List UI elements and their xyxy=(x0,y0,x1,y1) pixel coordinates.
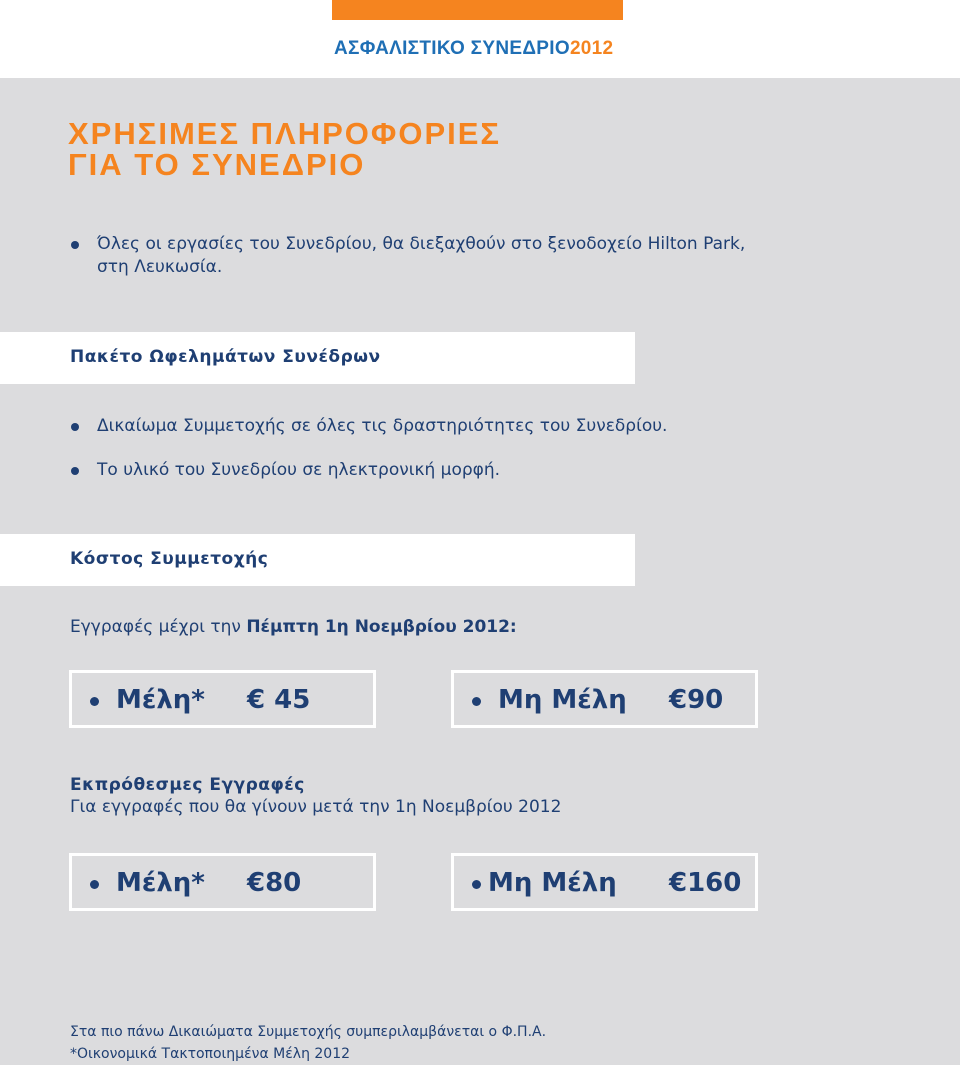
price-label: Μη Μέλη xyxy=(498,685,627,715)
cost-heading-band xyxy=(0,534,635,586)
bullet-icon xyxy=(71,241,79,249)
venue-line-2: στη Λευκωσία. xyxy=(97,257,223,277)
price-label: Μέλη* xyxy=(116,685,205,715)
price-box-nonmembers-late xyxy=(451,853,758,911)
price-label: Μη Μέλη xyxy=(488,868,617,898)
early-date: Πέμπτη 1η Νοεμβρίου 2012: xyxy=(246,617,517,637)
venue-line-1: Όλες οι εργασίες του Συνεδρίου, θα διεξαχθούν στο ξενοδοχείο Hilton Park, xyxy=(97,234,746,254)
bullet-icon xyxy=(71,423,79,431)
bullet-icon xyxy=(472,697,481,706)
members-note: *Οικονομικά Τακτοποιημένα Μέλη 2012 xyxy=(70,1046,351,1062)
benefit-item xyxy=(97,415,667,438)
cost-heading: Κόστος Συμμετοχής xyxy=(70,549,269,569)
benefit-item-text: Το υλικό του Συνεδρίου σε ηλεκτρονική μορφή. xyxy=(97,460,501,480)
vat-note: Στα πιο πάνω Δικαιώματα Συμμετοχής συμπεριλαμβάνεται ο Φ.Π.Α. xyxy=(70,1024,547,1040)
title-line-1: ΧΡΗΣΙΜΕΣ ΠΛΗΡΟΦΟΡΙΕΣ xyxy=(68,116,502,151)
price-box-nonmembers-early xyxy=(451,670,758,728)
benefits-heading: Πακέτο Ωφελημάτων Συνέδρων xyxy=(70,347,381,367)
price-value: €80 xyxy=(247,868,302,898)
bullet-icon xyxy=(90,697,99,706)
brand-main-text: ΑΣΦΑΛΙΣΤΙΚΟ ΣΥΝΕΔΡΙΟ xyxy=(334,38,570,59)
bullet-icon xyxy=(90,880,99,889)
title-line-2: ΓΙΑ ΤΟ ΣΥΝΕΔΡΙΟ xyxy=(68,147,366,182)
brand-logo xyxy=(334,38,613,60)
benefits-heading-band xyxy=(0,332,635,384)
early-prefix: Εγγραφές μέχρι την xyxy=(70,617,247,637)
early-registration-line xyxy=(70,617,517,637)
bullet-icon xyxy=(472,880,481,889)
benefit-item-text: Δικαίωμα Συμμετοχής σε όλες τις δραστηριότητες του Συνεδρίου. xyxy=(97,416,668,436)
top-accent-bar xyxy=(332,0,623,20)
price-value: €160 xyxy=(669,868,742,898)
late-registration-heading: Εκπρόθεσμες Εγγραφές xyxy=(70,775,305,795)
price-box-members-early xyxy=(69,670,376,728)
venue-info xyxy=(97,233,745,279)
late-registration-subtitle: Για εγγραφές που θα γίνουν μετά την 1η Νοεμβρίου 2012 xyxy=(70,797,562,817)
bullet-icon xyxy=(71,467,79,475)
price-value: € 45 xyxy=(247,685,311,715)
page-title xyxy=(68,118,501,180)
brand-year-text: 2012 xyxy=(569,38,614,59)
price-label: Μέλη* xyxy=(116,868,205,898)
benefit-item xyxy=(97,459,500,482)
price-box-members-late xyxy=(69,853,376,911)
price-value: €90 xyxy=(669,685,724,715)
